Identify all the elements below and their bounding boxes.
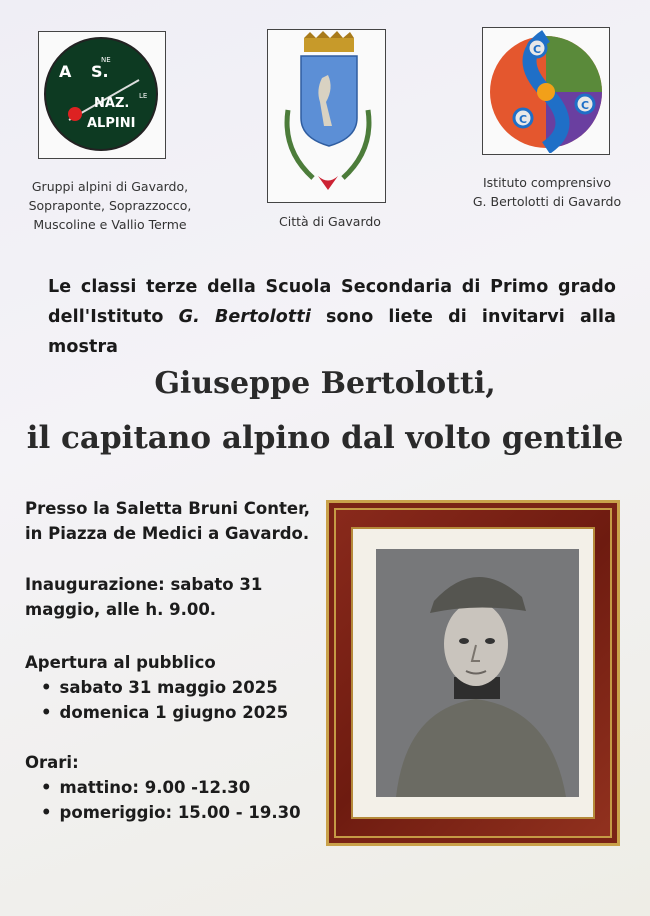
hours-label: Orari:: [25, 753, 79, 772]
alpini-caption: [20, 177, 200, 234]
venue-line: Presso la Saletta Bruni Conter,: [25, 499, 311, 518]
city-caption: Città di Gavardo: [279, 214, 381, 229]
invitation-text: Le classi terze della Scuola Secondaria di Primo grado dell'Istituto G. Bertolotti sono liete di invitarvi alla mostra: [48, 277, 616, 357]
opening-info: [25, 650, 325, 725]
hours-item: • mattino: 9.00 -12.30: [41, 775, 325, 800]
caption-line: Gruppi alpini di Gavardo,: [31, 179, 189, 194]
venue-line: in Piazza de Medici a Gavardo.: [25, 524, 310, 543]
inauguration-line: maggio, alle h. 9.00.: [25, 600, 217, 619]
hours-info: [25, 750, 325, 825]
caption-line: Sopraponte, Soprazzocco,: [28, 198, 192, 213]
caption-line: G. Bertolotti di Gavardo: [472, 194, 622, 209]
opening-label: Apertura al pubblico: [25, 653, 216, 672]
svg-text:ALPINI: ALPINI: [87, 116, 136, 131]
caption-line: Istituto comprensivo: [482, 175, 612, 190]
svg-text:C: C: [581, 99, 590, 112]
coat-of-arms-icon: [268, 30, 384, 200]
exhibition-title: Giuseppe Bertolotti,: [154, 366, 496, 401]
svg-text:C: C: [519, 113, 528, 126]
soldier-portrait-icon: [376, 549, 579, 797]
venue-info: [25, 496, 325, 546]
hours-item: • pomeriggio: 15.00 - 19.30: [41, 800, 325, 825]
ana-emblem-icon: [39, 32, 164, 157]
svg-text:S.: S.: [91, 62, 109, 81]
svg-text:LE: LE: [139, 92, 148, 100]
school-caption: [452, 173, 642, 211]
svg-text:NE: NE: [101, 56, 111, 64]
school-emblem-icon: [483, 28, 608, 153]
ana-logo: [38, 31, 166, 159]
opening-date: • sabato 31 maggio 2025: [41, 675, 325, 700]
svg-text:A: A: [59, 62, 72, 81]
portrait-frame: [326, 500, 620, 846]
caption-line: Muscoline e Vallio Terme: [33, 217, 187, 232]
city-crest: [267, 29, 386, 203]
inauguration-line: Inaugurazione: sabato 31: [25, 575, 263, 594]
svg-text:NAZ.: NAZ.: [94, 96, 130, 111]
portrait-mat: [351, 527, 595, 819]
portrait-photo: [376, 549, 571, 795]
school-logo: [482, 27, 610, 155]
inauguration-info: [25, 572, 325, 622]
svg-text:C: C: [533, 43, 542, 56]
opening-date: • domenica 1 giugno 2025: [41, 700, 325, 725]
exhibition-subtitle: il capitano alpino dal volto gentile: [26, 420, 624, 456]
